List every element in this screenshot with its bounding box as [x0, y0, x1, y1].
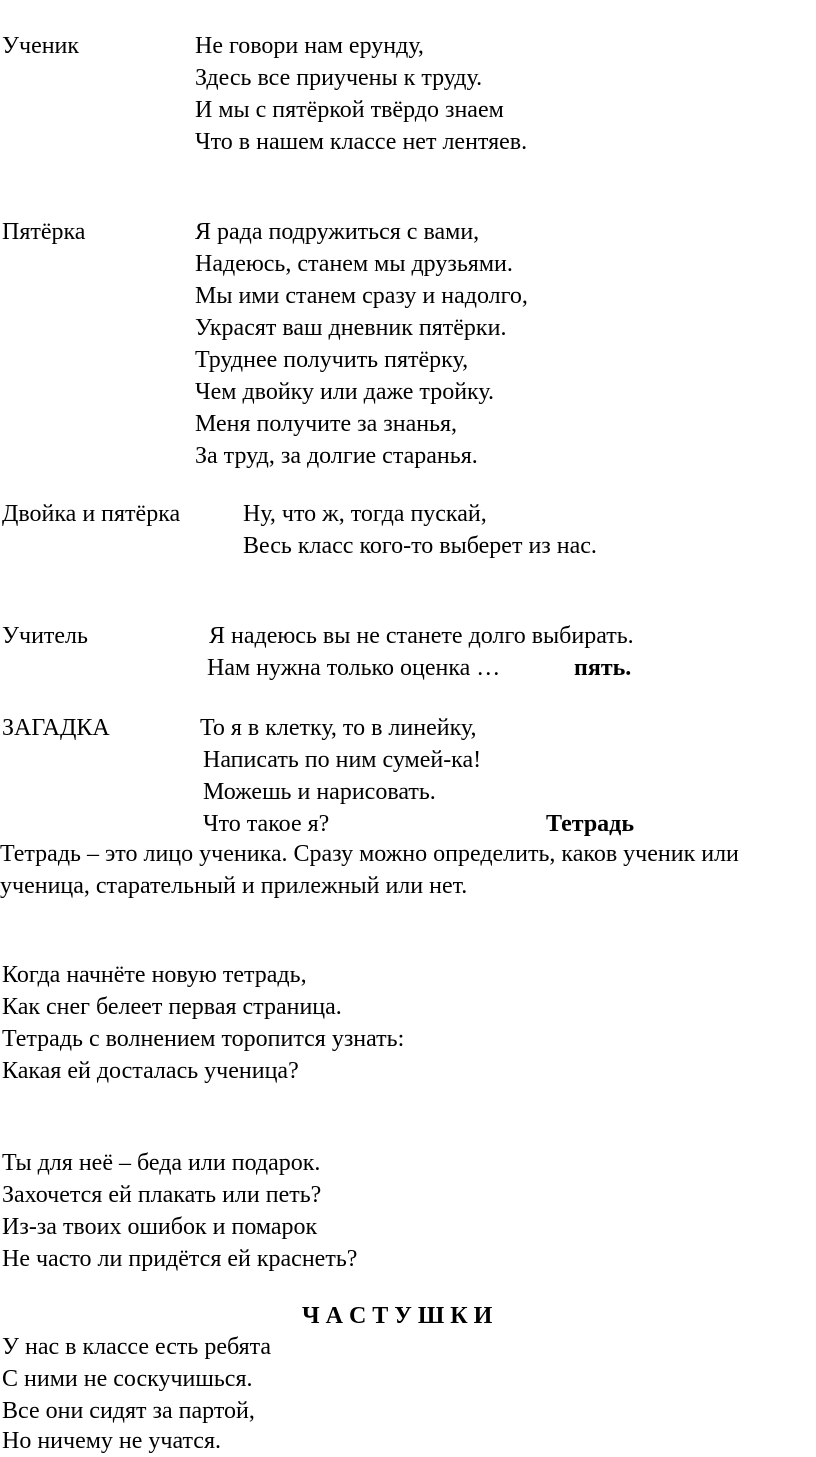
poem-line: Из-за твоих ошибок и помарок — [2, 1214, 318, 1240]
verse-line: Здесь все приучены к труду. — [195, 65, 483, 91]
verse-line: Весь класс кого-то выберет из нас. — [243, 533, 597, 559]
poem-line: Не часто ли придётся ей краснеть? — [2, 1246, 358, 1272]
answer-text: пять. — [574, 655, 632, 681]
riddle-answer: Тетрадь — [546, 811, 635, 837]
verse-line: И мы с пятёркой твёрдо знаем — [195, 97, 504, 123]
verse-line: Труднее получить пятёрку, — [195, 347, 469, 373]
verse-line: Надеюсь, станем мы друзьями. — [195, 251, 513, 277]
poem-line: У нас в классе есть ребята — [2, 1334, 272, 1360]
verse-line: Написать по ним сумей-ка! — [203, 747, 482, 773]
verse-line: Не говори нам ерунду, — [195, 33, 424, 59]
verse-line: Ну, что ж, тогда пускай, — [243, 501, 487, 527]
verse-line: За труд, за долгие старанья. — [195, 443, 478, 469]
speaker-label: Двойка и пятёрка — [2, 501, 181, 527]
poem-line: Ты для неё – беда или подарок. — [2, 1150, 321, 1176]
verse-line: Что такое я? — [203, 811, 330, 837]
poem-line: Как снег белеет первая страница. — [2, 994, 342, 1020]
section-title: Ч А С Т У Ш К И — [302, 1303, 493, 1329]
poem-line: С ними не соскучишься. — [2, 1366, 253, 1392]
verse-line: Что в нашем классе нет лентяев. — [195, 129, 528, 155]
prose-line: ученица, старательный и прилежный или нет. — [0, 873, 468, 899]
verse-line: То я в клетку, то в линейку, — [200, 715, 477, 741]
poem-line: Когда начнёте новую тетрадь, — [2, 962, 307, 988]
speaker-label: Учитель — [2, 623, 88, 649]
poem-line: Тетрадь с волнением торопится узнать: — [2, 1026, 405, 1052]
verse-line: Украсят ваш дневник пятёрки. — [195, 315, 507, 341]
verse-line: Мы ими станем сразу и надолго, — [195, 283, 528, 309]
prose-line: Тетрадь – это лицо ученика. Сразу можно определить, каков ученик или — [0, 841, 739, 867]
verse-line: Я надеюсь вы не станете долго выбирать. — [209, 623, 634, 649]
speaker-label: Пятёрка — [2, 219, 86, 245]
speaker-label: Ученик — [2, 33, 80, 59]
verse-line: Можешь и нарисовать. — [203, 779, 436, 805]
poem-line: Какая ей досталась ученица? — [2, 1058, 299, 1084]
riddle-label: ЗАГАДКА — [2, 715, 110, 741]
verse-line: Нам нужна только оценка … — [207, 655, 501, 681]
verse-line: Меня получите за знанья, — [195, 411, 458, 437]
poem-line: Но ничему не учатся. — [2, 1428, 221, 1454]
poem-line: Захочется ей плакать или петь? — [2, 1182, 322, 1208]
verse-line: Я рада подружиться с вами, — [195, 219, 480, 245]
verse-line: Чем двойку или даже тройку. — [195, 379, 494, 405]
poem-line: Все они сидят за партой, — [2, 1398, 255, 1424]
